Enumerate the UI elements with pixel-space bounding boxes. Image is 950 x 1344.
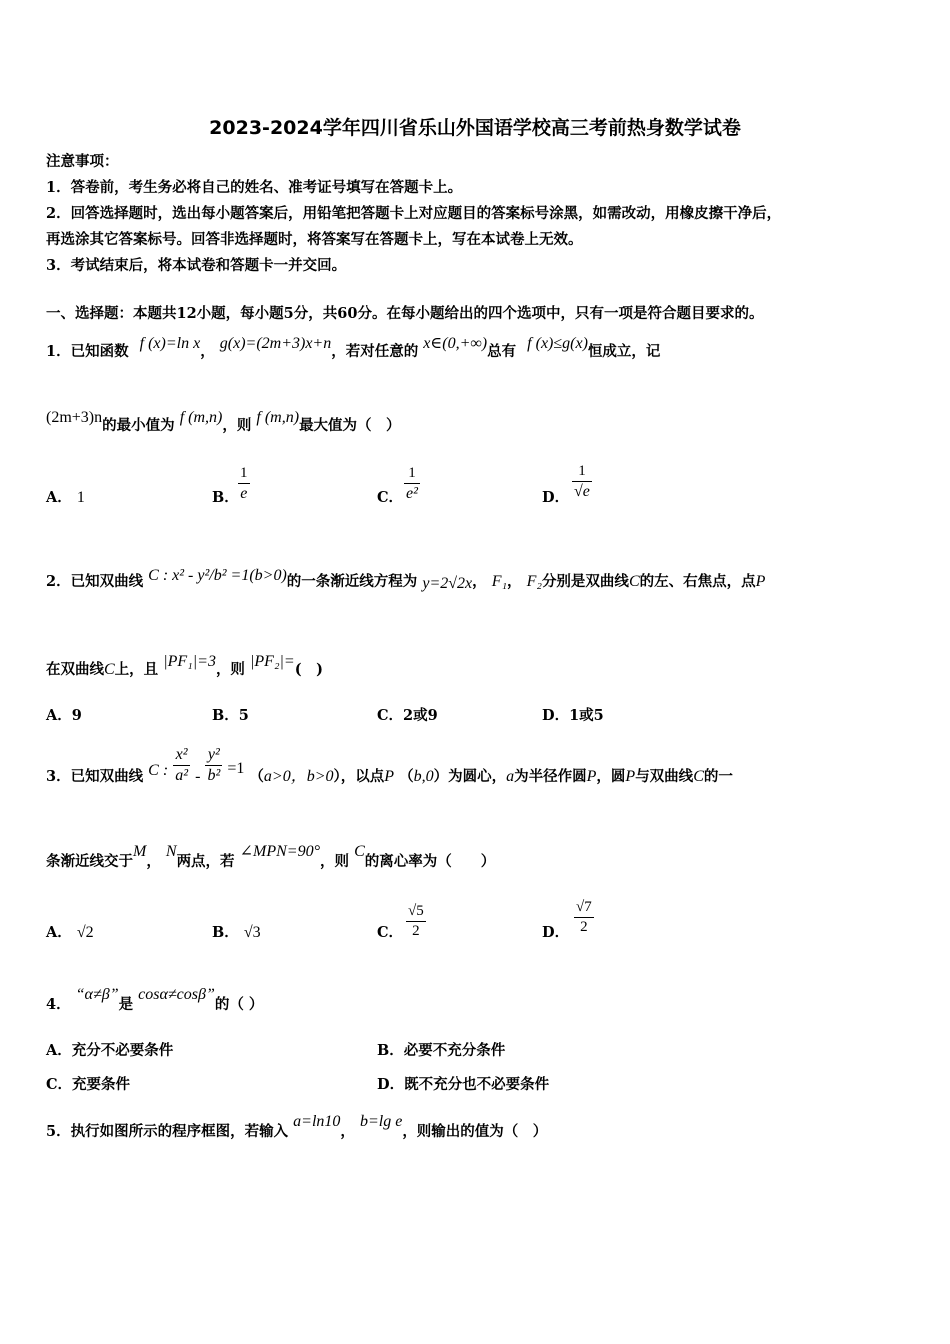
option-d[interactable]: D． (542, 489, 570, 506)
question-2: 2．已知双曲线 C : x² - y²/b² =1(b>0)的一条渐近线方程为 y=2√2x， F₁， F₂分别是双曲线C的左、右焦点，点P (46, 567, 766, 592)
option-b[interactable]: B． (212, 489, 239, 506)
page-title: 2023-2024学年四川省乐山外国语学校高三考前热身数学试卷 (209, 117, 741, 139)
notice-item: 1．答卷前，考生务必将自己的姓名、准考证号填写在答题卡上。 (46, 179, 463, 196)
formula-g: g(x)=(2m+3)x+n (219, 335, 332, 352)
notice-item: 2．回答选择题时，选出每小题答案后，用铅笔把答题卡上对应题目的答案标号涂黑，如需改动，用橡皮擦干净后， (46, 205, 782, 222)
option-d[interactable]: D．既不充分也不必要条件 (377, 1076, 550, 1093)
formula-domain: x∈(0,+∞) (423, 335, 488, 352)
option-b[interactable]: B．必要不充分条件 (377, 1042, 506, 1059)
option-d-value: $\frac{1}{√e}$ (574, 463, 590, 500)
option-c[interactable]: C． (377, 924, 404, 941)
notice-item: 再选涂其它答案标号。回答非选择题时，将答案写在答题卡上，写在本试卷上无效。 (46, 231, 583, 248)
option-c[interactable]: C． (377, 489, 404, 506)
question-1-cont: (2m+3)n的最小值为 f (m,n)，则 f (m,n)最大值为（ ） (46, 409, 401, 434)
option-a[interactable]: A． √2 (46, 924, 94, 941)
question-1: 1．已知函数 f (x)=ln x， g(x)=(2m+3)x+n，若对任意的 x∈(0,+∞)总有 f (x)≤g(x)恒成立，记 (46, 335, 661, 360)
formula-f: f (x)=ln x (139, 335, 201, 352)
notice-heading: 注意事项： (46, 153, 119, 170)
option-c[interactable]: C．充要条件 (46, 1076, 131, 1093)
notice-item: 3．考试结束后，将本试卷和答题卡一并交回。 (46, 257, 347, 274)
option-d[interactable]: D．1或5 (542, 707, 604, 724)
formula-hyperbola: C : x² - y²/b² =1(b>0) (148, 567, 287, 584)
formula-asymptote: y=2√2x (422, 575, 473, 592)
question-4: 4． “α≠β”是 cosα≠cosβ”的（ ） (46, 986, 264, 1013)
option-b[interactable]: B．5 (212, 707, 249, 724)
question-3-cont: 条渐近线交于M， N两点，若 ∠MPN=90°，则 C的离心率为（ ） (46, 843, 496, 870)
option-b-value: $\frac{1}{e}$ (240, 465, 248, 502)
formula-ineq: f (x)≤g(x) (527, 335, 588, 352)
option-d[interactable]: D． (542, 924, 570, 941)
option-c-value: $\frac{√5}{2}$ (408, 903, 424, 939)
option-c-value: $\frac{1}{\text{e²}}$ (406, 465, 418, 502)
option-a[interactable]: A． 1 (46, 489, 85, 506)
question-5: 5．执行如图所示的程序框图，若输入 a=ln10， b=lg e，则输出的值为（ ） (46, 1113, 548, 1140)
question-2-cont: 在双曲线C上，且 |PF₁|=3，则 |PF₂|=( ) (46, 653, 323, 678)
option-b[interactable]: B． √3 (212, 924, 261, 941)
option-c[interactable]: C．2或9 (377, 707, 438, 724)
option-a[interactable]: A．9 (46, 707, 82, 724)
option-d-value: $\frac{√7}{2}$ (576, 899, 592, 935)
option-a[interactable]: A．充分不必要条件 (46, 1042, 174, 1059)
question-3: 3．已知双曲线 C : $\frac{\text{x²}}{\text{a²}}$ - $\frac{\text{y²}}{\text{b²}}$ =1 （a>0，b>0），以点P （b,0）为圆心，a为半径作圆P，圆P与双曲线C的一 (46, 745, 733, 785)
section-heading: 一、选择题：本题共12小题，每小题5分，共60分。在每小题给出的四个选项中，只有一项是符合题目要求的。 (46, 305, 764, 322)
